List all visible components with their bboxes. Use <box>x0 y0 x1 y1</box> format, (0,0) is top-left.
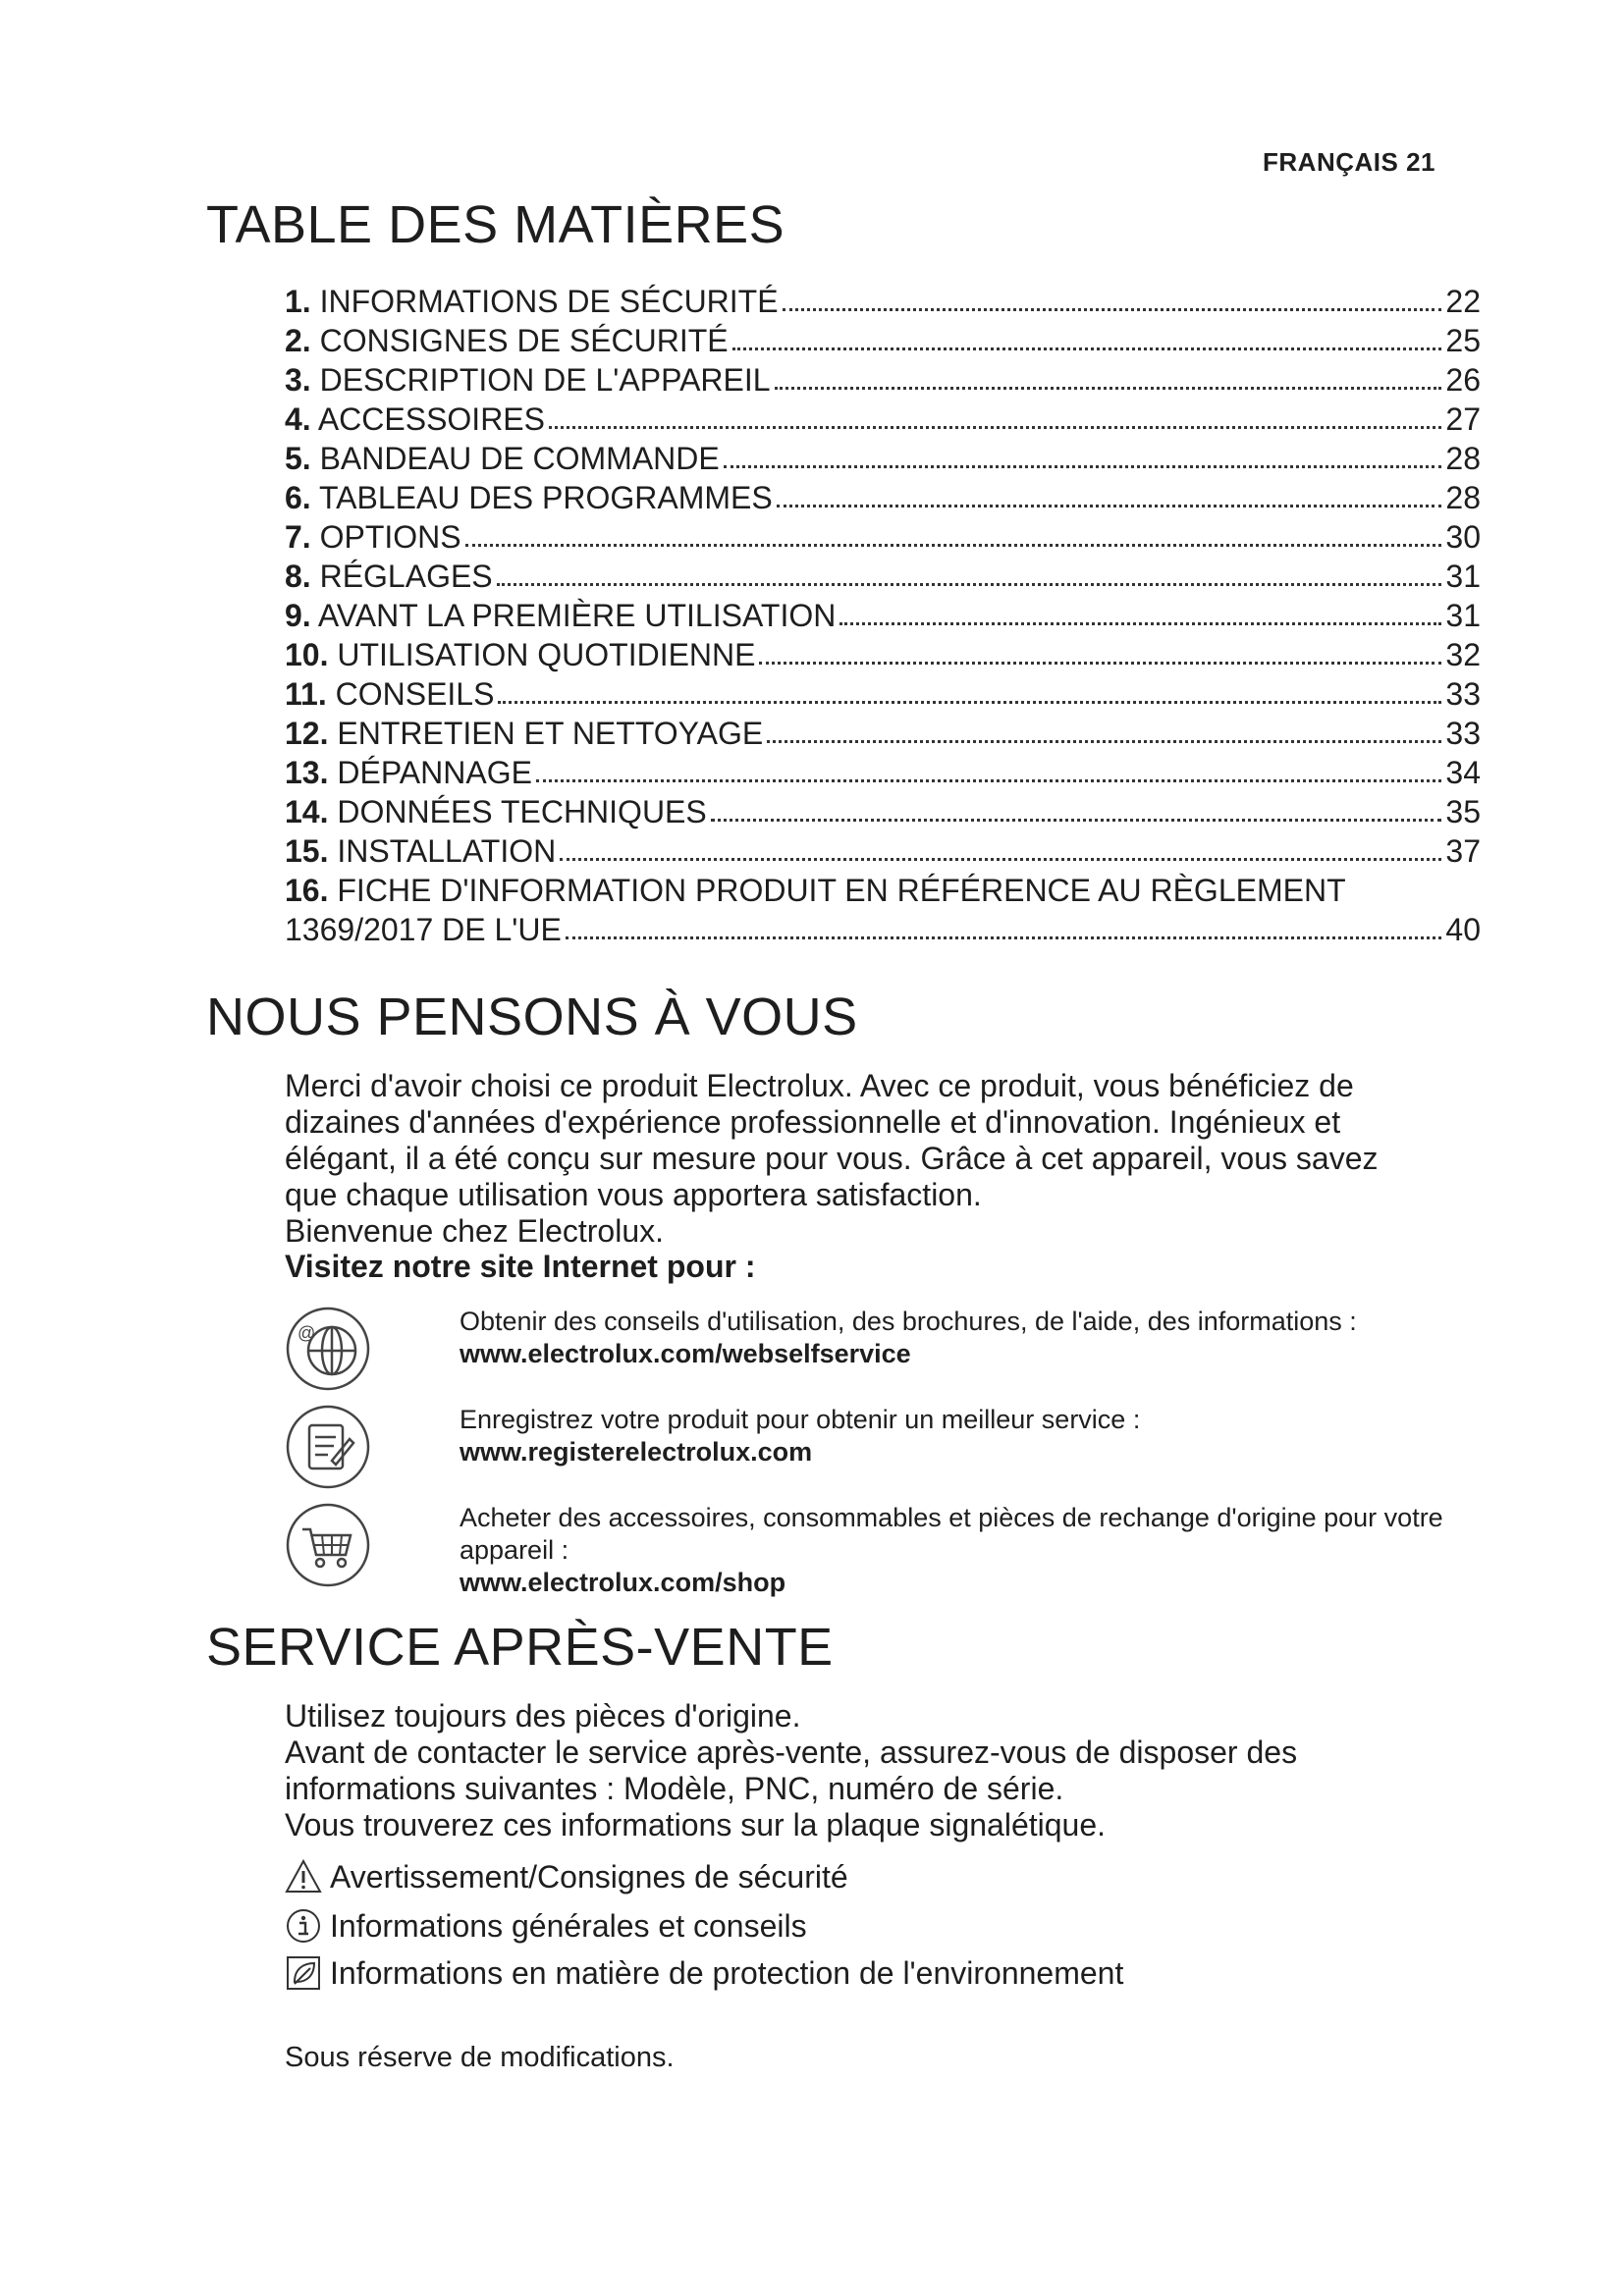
toc-entry[interactable]: 1369/2017 DE L'UE 40 <box>285 912 1481 947</box>
care-intro-text: Merci d'avoir choisi ce produit Electrolux. Avec ce produit, vous bénéficiez de dizaines d'années d'expérience professionnelle et d'innovation. Ingénieux et élégant, il a été conçu sur mesure pour vous. Grâce à cet appareil, vous savez que chaque utilisation vous apportera satisfaction. Bienvenue chez Electrolux. <box>285 1068 1379 1249</box>
environment-icon <box>285 1954 322 1992</box>
register-description: Enregistrez votre produit pour obtenir un meilleur service : <box>460 1405 1141 1434</box>
toc-entry[interactable]: 14. DONNÉES TECHNIQUES 35 <box>285 794 1481 829</box>
toc-entry[interactable]: 5. BANDEAU DE COMMANDE 28 <box>285 441 1481 476</box>
register-link-row <box>285 1404 1492 1502</box>
service-intro-text: Utilisez toujours des pièces d'origine. Avant de contacter le service après-vente, assurez-vous de disposer des informations suivantes : Modèle, PNC, numéro de série. Vous trouverez ces informations sur la plaque signalétique. <box>285 1698 1298 1842</box>
care-section-title: NOUS PENSONS À VOUS <box>206 988 858 1046</box>
toc-entry[interactable]: 7. OPTIONS 30 <box>285 519 1481 555</box>
service-section-title: SERVICE APRÈS-VENTE <box>206 1618 834 1677</box>
shop-description: Acheter des accessoires, consommables et pièces de rechange d'origine pour votre appareil : <box>460 1503 1443 1565</box>
toc-entry[interactable]: 11. CONSEILS 33 <box>285 676 1481 712</box>
toc-entry[interactable]: 3. DESCRIPTION DE L'APPAREIL 26 <box>285 362 1481 398</box>
legend-environment-label: Informations en matière de protection de l'environnement <box>330 1955 1124 1991</box>
legend-info-label: Informations générales et conseils <box>330 1908 807 1944</box>
toc-entry[interactable]: 8. RÉGLAGES 31 <box>285 559 1481 594</box>
table-of-contents <box>285 282 1481 949</box>
toc-title: TABLE DES MATIÈRES <box>206 195 785 254</box>
shopping-cart-icon <box>285 1502 371 1588</box>
shop-link-row <box>285 1502 1492 1600</box>
register-icon <box>285 1404 371 1490</box>
visit-website-label: Visitez notre site Internet pour : <box>285 1249 756 1284</box>
toc-entry[interactable]: 9. AVANT LA PREMIÈRE UTILISATION 31 <box>285 598 1481 633</box>
toc-entry[interactable]: 12. ENTRETIEN ET NETTOYAGE 33 <box>285 716 1481 751</box>
toc-entry[interactable]: 2. CONSIGNES DE SÉCURITÉ 25 <box>285 323 1481 358</box>
legend-environment <box>285 1953 1123 1993</box>
toc-entry[interactable]: 13. DÉPANNAGE 34 <box>285 755 1481 790</box>
globe-icon <box>285 1306 371 1392</box>
legend-warning-label: Avertissement/Consignes de sécurité <box>330 1859 848 1895</box>
webselfservice-description: Obtenir des conseils d'utilisation, des brochures, de l'aide, des informations : <box>460 1307 1357 1336</box>
footer-note: Sous réserve de modifications. <box>285 2042 675 2073</box>
toc-entry[interactable]: 4. ACCESSOIRES 27 <box>285 401 1481 437</box>
info-icon <box>285 1907 322 1945</box>
warning-icon <box>285 1858 322 1896</box>
legend-info <box>285 1906 807 1946</box>
webselfservice-link-row <box>285 1306 1492 1404</box>
svg-text:@: @ <box>298 1323 316 1343</box>
legend-warning <box>285 1857 848 1896</box>
register-link[interactable]: www.registerelectrolux.com <box>460 1437 813 1467</box>
toc-entry[interactable]: 15. INSTALLATION 37 <box>285 833 1481 869</box>
toc-entry[interactable]: 6. TABLEAU DES PROGRAMMES 28 <box>285 480 1481 515</box>
toc-entry[interactable]: 16. FICHE D'INFORMATION PRODUIT EN RÉFÉRENCE AU RÈGLEMENT <box>285 873 1346 908</box>
shop-link[interactable]: www.electrolux.com/shop <box>460 1568 786 1597</box>
toc-entry[interactable]: 10. UTILISATION QUOTIDIENNE 32 <box>285 637 1481 672</box>
webselfservice-link[interactable]: www.electrolux.com/webselfservice <box>460 1339 911 1368</box>
page-header-label: FRANÇAIS 21 <box>1263 147 1435 177</box>
toc-entry[interactable]: 1. INFORMATIONS DE SÉCURITÉ 22 <box>285 284 1481 319</box>
